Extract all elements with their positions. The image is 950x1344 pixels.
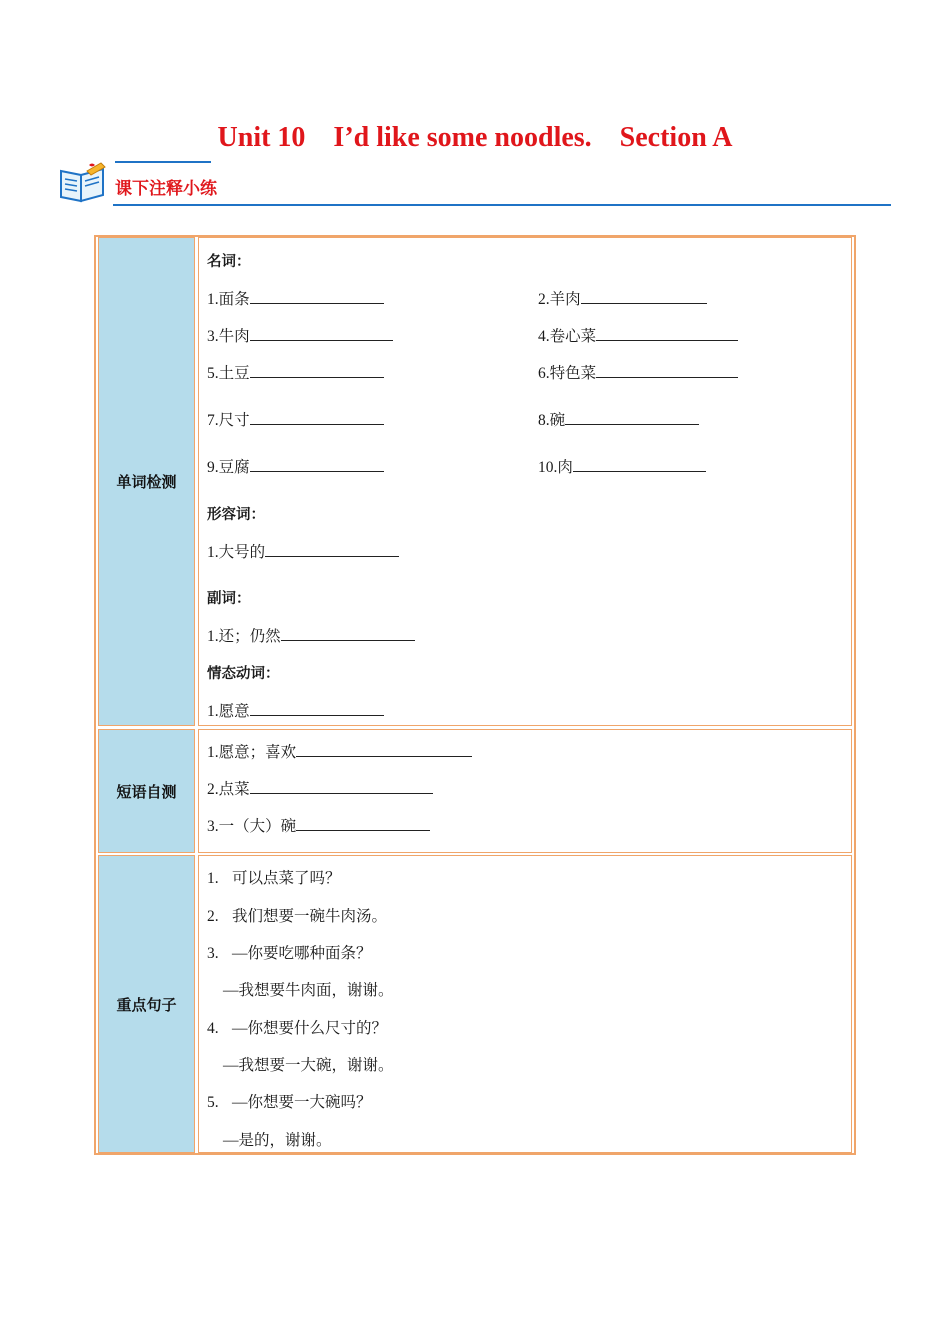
- modal-item: 1.愿意: [207, 699, 384, 721]
- answer-blank[interactable]: [250, 289, 384, 304]
- answer-blank[interactable]: [296, 816, 430, 831]
- vocab-label: 单词检测: [98, 237, 195, 726]
- book-icon: [57, 161, 109, 205]
- answer-blank[interactable]: [250, 363, 384, 378]
- phrases-content: [198, 729, 852, 853]
- answer-blank[interactable]: [250, 326, 393, 341]
- noun-item: 8.碗: [538, 408, 699, 430]
- sentence-item: 3. —你要吃哪种面条？: [207, 945, 372, 962]
- answer-blank[interactable]: [581, 289, 707, 304]
- sentence-item: —是的，谢谢。: [223, 1132, 332, 1149]
- sentences-label: 重点句子: [98, 855, 195, 1153]
- exercise-table: [94, 235, 856, 1155]
- adj-item: 1.大号的: [207, 540, 399, 562]
- noun-item: 1.面条: [207, 287, 384, 309]
- answer-blank[interactable]: [250, 410, 384, 425]
- answer-blank[interactable]: [296, 742, 472, 757]
- phrases-row: [96, 729, 854, 853]
- noun-item: 2.羊肉: [538, 287, 707, 309]
- answer-blank[interactable]: [573, 457, 706, 472]
- phrase-item: 1.愿意；喜欢: [207, 740, 472, 762]
- adv-item: 1.还；仍然: [207, 624, 415, 646]
- sentence-item: —我想要一大碗，谢谢。: [223, 1057, 394, 1074]
- noun-item: 4.卷心菜: [538, 324, 738, 346]
- sentence-item: 2. 我们想要一碗牛肉汤。: [207, 908, 388, 925]
- noun-item: 9.豆腐: [207, 455, 384, 477]
- adj-heading: 形容词：: [207, 507, 265, 523]
- answer-blank[interactable]: [565, 410, 699, 425]
- answer-blank[interactable]: [596, 326, 738, 341]
- noun-item: 5.土豆: [207, 361, 384, 383]
- section-label: 课下注释小练: [115, 179, 217, 199]
- sentence-item: 4. —你想要什么尺寸的？: [207, 1020, 388, 1037]
- vocab-row: [96, 237, 854, 726]
- answer-blank[interactable]: [265, 542, 399, 557]
- sentence-item: 5. —你想要一大碗吗？: [207, 1094, 372, 1111]
- answer-blank[interactable]: [250, 779, 433, 794]
- phrases-label: 短语自测: [98, 729, 195, 853]
- noun-item: 10.肉: [538, 455, 706, 477]
- answer-blank[interactable]: [250, 701, 384, 716]
- sentences-row: [96, 855, 854, 1153]
- answer-blank[interactable]: [250, 457, 384, 472]
- section-rule: [113, 204, 891, 206]
- sentence-item: —我想要牛肉面，谢谢。: [223, 982, 394, 999]
- section-top-rule: [115, 161, 211, 163]
- modal-heading: 情态动词：: [207, 666, 280, 682]
- sentence-item: 1. 可以点菜了吗？: [207, 870, 341, 887]
- sentences-content: [198, 855, 852, 1153]
- phrase-item: 2.点菜: [207, 777, 433, 799]
- nouns-heading: 名词：: [207, 254, 251, 270]
- adv-heading: 副词：: [207, 591, 251, 607]
- noun-item: 7.尺寸: [207, 408, 384, 430]
- noun-item: 3.牛肉: [207, 324, 393, 346]
- noun-item: 6.特色菜: [538, 361, 738, 383]
- page-title: Unit 10 I’d like some noodles. Section A: [217, 122, 733, 153]
- answer-blank[interactable]: [281, 626, 415, 641]
- phrase-item: 3.一（大）碗: [207, 814, 430, 836]
- vocab-content: [198, 237, 852, 726]
- answer-blank[interactable]: [596, 363, 738, 378]
